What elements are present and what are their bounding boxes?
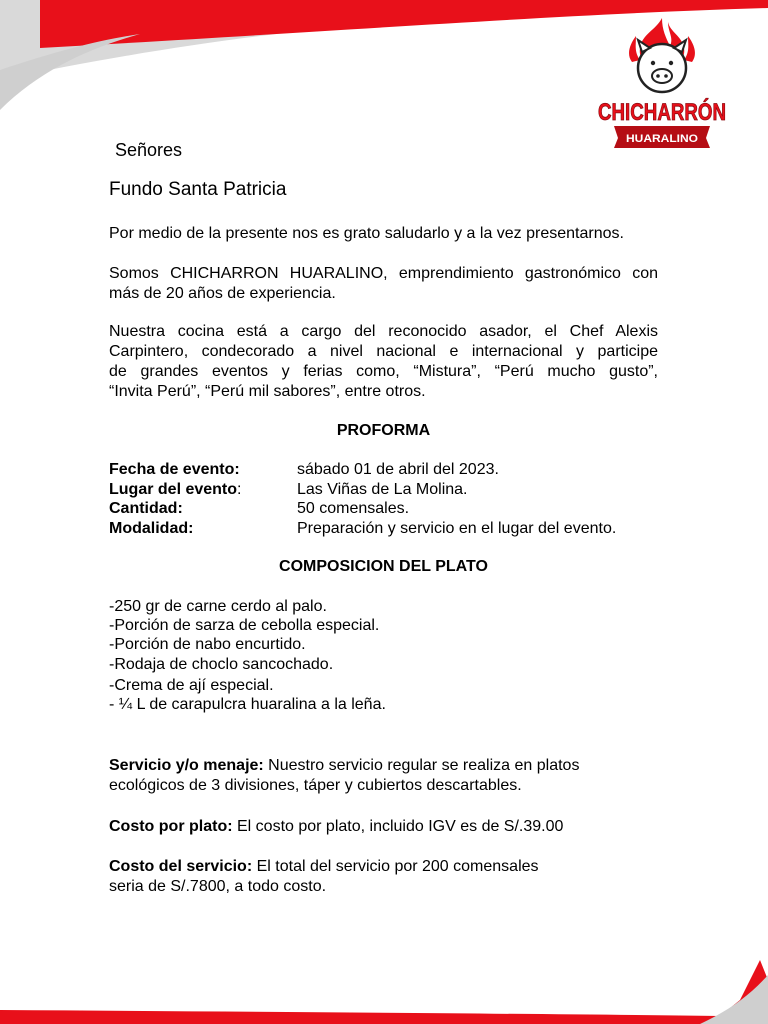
plate-item: -Crema de ají especial. bbox=[109, 677, 274, 694]
chicharron-logo bbox=[596, 16, 762, 152]
service-cost-line-2: seria de S/.7800, a todo costo. bbox=[109, 878, 327, 895]
plate-item: -250 gr de carne cerdo al palo. bbox=[109, 598, 327, 615]
proforma-value: Preparación y servicio en el lugar del evento. bbox=[297, 520, 617, 537]
plate-item: -Porción de nabo encurtido. bbox=[109, 636, 306, 653]
recipient: Fundo Santa Patricia bbox=[109, 179, 287, 200]
proforma-row-quantity bbox=[109, 499, 658, 519]
logo-wordmark: CHICHARRÓN bbox=[598, 99, 762, 126]
intro-paragraph-2: Somos CHICHARRON HUARALINO, emprendimiento gastronómico con más de 20 años de experiencia. bbox=[109, 265, 658, 302]
plate-item: -Porción de sarza de cebolla especial. bbox=[109, 617, 380, 634]
chef-paragraph-line-3: de grandes eventos y ferias como, “Mistura”, “Perú mucho gusto”, bbox=[109, 363, 658, 380]
bottom-red-swoosh bbox=[0, 960, 768, 1024]
proforma-row-mode bbox=[109, 519, 658, 539]
cost-per-plate: Costo por plato: El costo por plato, incluido IGV es de S/.39.00 bbox=[109, 818, 564, 835]
proforma-value: Las Viñas de La Molina. bbox=[297, 481, 468, 498]
proforma-title: PROFORMA bbox=[336, 422, 431, 439]
proforma-label: Cantidad: bbox=[109, 500, 183, 517]
proforma-label: Modalidad: bbox=[109, 520, 194, 537]
proforma-value: sábado 01 de abril del 2023. bbox=[297, 461, 499, 478]
proforma-row-place: Lugar del evento: Las Viñas de La Molina. bbox=[109, 481, 468, 498]
chef-paragraph-line-2: Carpintero, condecorado a nivel nacional e internacional y participe bbox=[109, 343, 658, 360]
service-label: Servicio y/o menaje: bbox=[109, 757, 264, 774]
proforma-row-date bbox=[109, 460, 658, 480]
logo-subtitle: HUARALINO bbox=[626, 133, 699, 145]
cost-plate-label: Costo por plato: bbox=[109, 818, 233, 835]
salutation: Señores bbox=[115, 140, 183, 160]
intro-paragraph-1: Por medio de la presente nos es grato saludarlo y a la vez presentarnos. bbox=[109, 225, 624, 242]
service-cost-line-1: Costo del servicio: El total del servicio por 200 comensales bbox=[109, 858, 539, 875]
service-paragraph-line-1: Servicio y/o menaje: Nuestro servicio regular se realiza en platos bbox=[109, 757, 580, 774]
proforma-label: Lugar del evento bbox=[109, 481, 238, 498]
plate-item: -Rodaja de choclo sancochado. bbox=[109, 656, 334, 673]
service-paragraph-line-2: ecológicos de 3 divisiones, táper y cubiertos descartables. bbox=[109, 777, 522, 794]
chef-paragraph-line-1: Nuestra cocina está a cargo del reconocido asador, el Chef Alexis bbox=[109, 323, 658, 340]
plate-item: - ¼ L de carapulcra huaralina a la leña. bbox=[109, 696, 386, 713]
plate-title: COMPOSICION DEL PLATO bbox=[279, 558, 488, 575]
chef-paragraph-line-4: “Invita Perú”, “Perú mil sabores”, entre otros. bbox=[109, 383, 426, 400]
cost-service-label: Costo del servicio: bbox=[109, 858, 253, 875]
proforma-value: 50 comensales. bbox=[297, 500, 410, 517]
proforma-label: Fecha de evento: bbox=[109, 461, 240, 478]
